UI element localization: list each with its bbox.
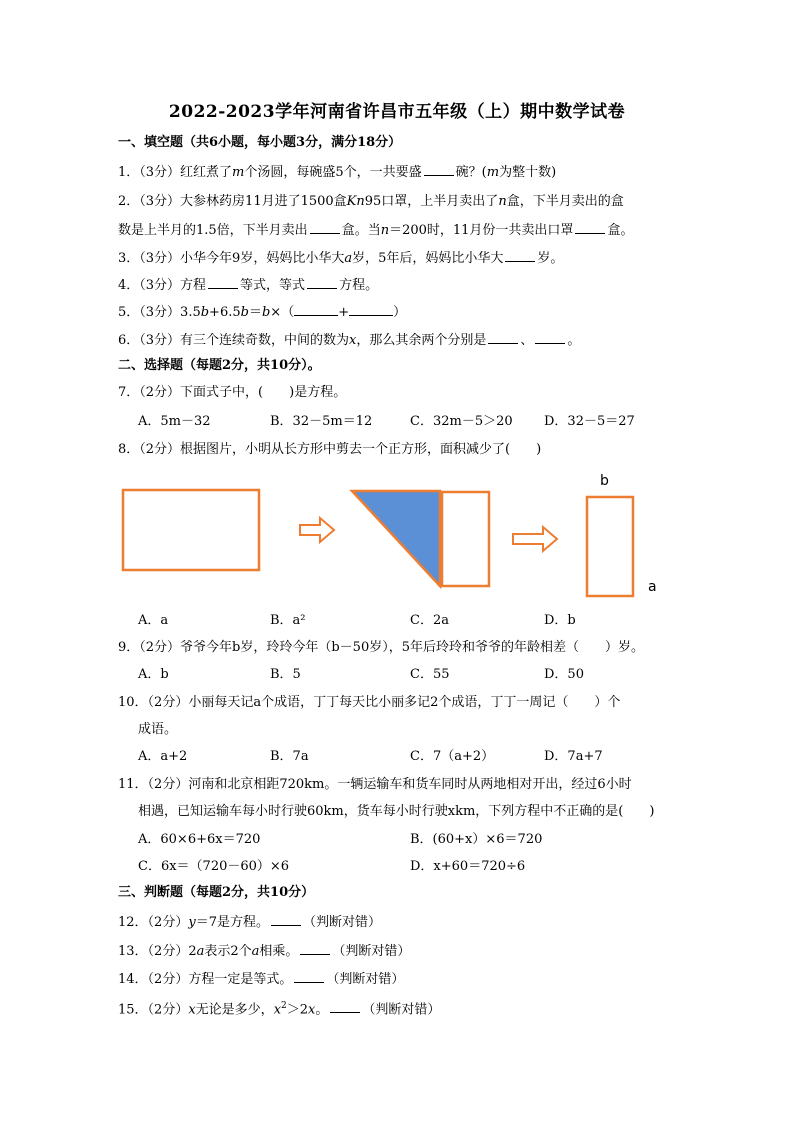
arrow-right-icon (513, 527, 557, 551)
option-c[interactable]: C．6x＝（720－60）×6 (138, 859, 290, 874)
option-a[interactable]: A．a+2 (138, 749, 188, 764)
question-13: 13．（2分）2a表示2个a相乘。 （判断对错） (118, 941, 410, 961)
question-6: 6．（3分）有三个连续奇数，中间的数为x，那么其余两个分别是 、 。 (118, 330, 580, 350)
answer-blank[interactable] (349, 302, 393, 316)
option-d[interactable]: D．b (544, 613, 576, 628)
question-15: 15．（2分）x无论是多少，$x^2>2x$。 （判断对错） (118, 1001, 441, 1018)
option-b[interactable]: B．7a (270, 749, 309, 764)
result-rectangle (587, 497, 633, 596)
answer-blank[interactable] (294, 969, 324, 983)
answer-blank[interactable] (330, 999, 360, 1013)
question-8: 8．（2分）根据图片，小明从长方形中剪去一个正方形，面积减少了( ) (118, 442, 542, 457)
option-a[interactable]: A．b (138, 667, 169, 682)
question-5: 5．（3分）3.5b+6.5b＝b×（ + ） (118, 302, 406, 322)
label-a: a (648, 579, 657, 595)
question-2-line-2: 数是上半月的1.5倍，下半月卖出 盒。当n＝200时，11月份一共卖出口罩 盒。 (118, 220, 633, 240)
cut-triangle (352, 491, 440, 586)
answer-blank[interactable] (575, 220, 605, 234)
question-1: 1．（3分）红红煮了m个汤圆，每碗盛5个，一共要盛 碗？(m为整十数) (118, 162, 556, 182)
question-2-line-1: 2．（3分）大参林药房11月进了1500盒Kn95口罩，上半月卖出了n盒，下半月卖出的盒 (118, 194, 624, 209)
question-10: 10．（2分）小丽每天记a个成语，丁丁每天比小丽多记2个成语，丁丁一周记（ ）个 (118, 695, 621, 710)
question-12: 12．（2分）y＝7是方程。 （判断对错） (118, 912, 381, 932)
option-a[interactable]: A．5m－32 (138, 414, 211, 429)
question-7: 7．（2分）下面式子中，( )是方程。 (118, 385, 347, 400)
answer-blank[interactable] (300, 941, 330, 955)
option-c[interactable]: C．32m－5＞20 (410, 414, 513, 429)
answer-blank[interactable] (505, 248, 535, 262)
option-b[interactable]: B．5 (270, 667, 301, 682)
option-b[interactable]: B．(60+x）×6＝720 (410, 832, 543, 847)
answer-blank[interactable] (310, 220, 340, 234)
section-3-heading: 三、判断题（每题2分，共10分） (118, 885, 315, 900)
section-2-heading: 二、选择题（每题2分，共10分）。 (118, 358, 321, 373)
answer-blank[interactable] (208, 275, 238, 289)
question-4: 4．（3分）方程 等式，等式 方程。 (118, 275, 378, 295)
section-1-heading: 一、填空题（共6小题，每小题3分，满分18分） (118, 135, 402, 150)
label-b: b (600, 473, 609, 489)
option-c[interactable]: C．55 (410, 667, 450, 682)
answer-blank[interactable] (535, 330, 565, 344)
question-3: 3．（3分）小华今年9岁，妈妈比小华大a岁，5年后，妈妈比小华大 岁。 (118, 248, 563, 268)
question-9: 9．（2分）爷爷今年b岁，玲玲今年（b－50岁），5年后玲玲和爷爷的年龄相差（ ）岁。 (118, 640, 645, 655)
question-11-line-1: 11．（2分）河南和北京相距720km。一辆运输车和货车同时从两地相对开出，经过6小时 (118, 777, 632, 792)
remaining-rectangle (442, 492, 489, 586)
question-11-line-2: 相遇，已知运输车每小时行驶60km，货车每小时行驶xkm，下列方程中不正确的是( ) (138, 804, 655, 819)
option-d[interactable]: D．7a+7 (544, 749, 603, 764)
answer-blank[interactable] (424, 162, 454, 176)
question-10-line-2: 成语。 (138, 722, 178, 737)
answer-blank[interactable] (307, 275, 337, 289)
answer-blank[interactable] (294, 302, 338, 316)
page-title: 2022-2023学年河南省许昌市五年级（上）期中数学试卷 (168, 102, 626, 122)
question-8-figure (118, 470, 678, 600)
arrow-right-icon (300, 518, 334, 542)
option-c[interactable]: C．2a (410, 613, 449, 628)
option-c[interactable]: C．7（a+2） (410, 749, 495, 764)
answer-blank[interactable] (488, 330, 518, 344)
question-14: 14．（2分）方程一定是等式。 （判断对错） (118, 969, 404, 989)
option-a[interactable]: A．a (138, 613, 169, 628)
option-d[interactable]: D．32－5＝27 (544, 414, 635, 429)
option-d[interactable]: D．x+60＝720÷6 (410, 859, 526, 874)
option-b[interactable]: B．a² (270, 613, 306, 628)
option-b[interactable]: B．32－5m＝12 (270, 414, 373, 429)
original-rectangle (123, 490, 259, 570)
option-d[interactable]: D．50 (544, 667, 584, 682)
option-a[interactable]: A．60×6+6x＝720 (138, 832, 261, 847)
answer-blank[interactable] (271, 912, 301, 926)
